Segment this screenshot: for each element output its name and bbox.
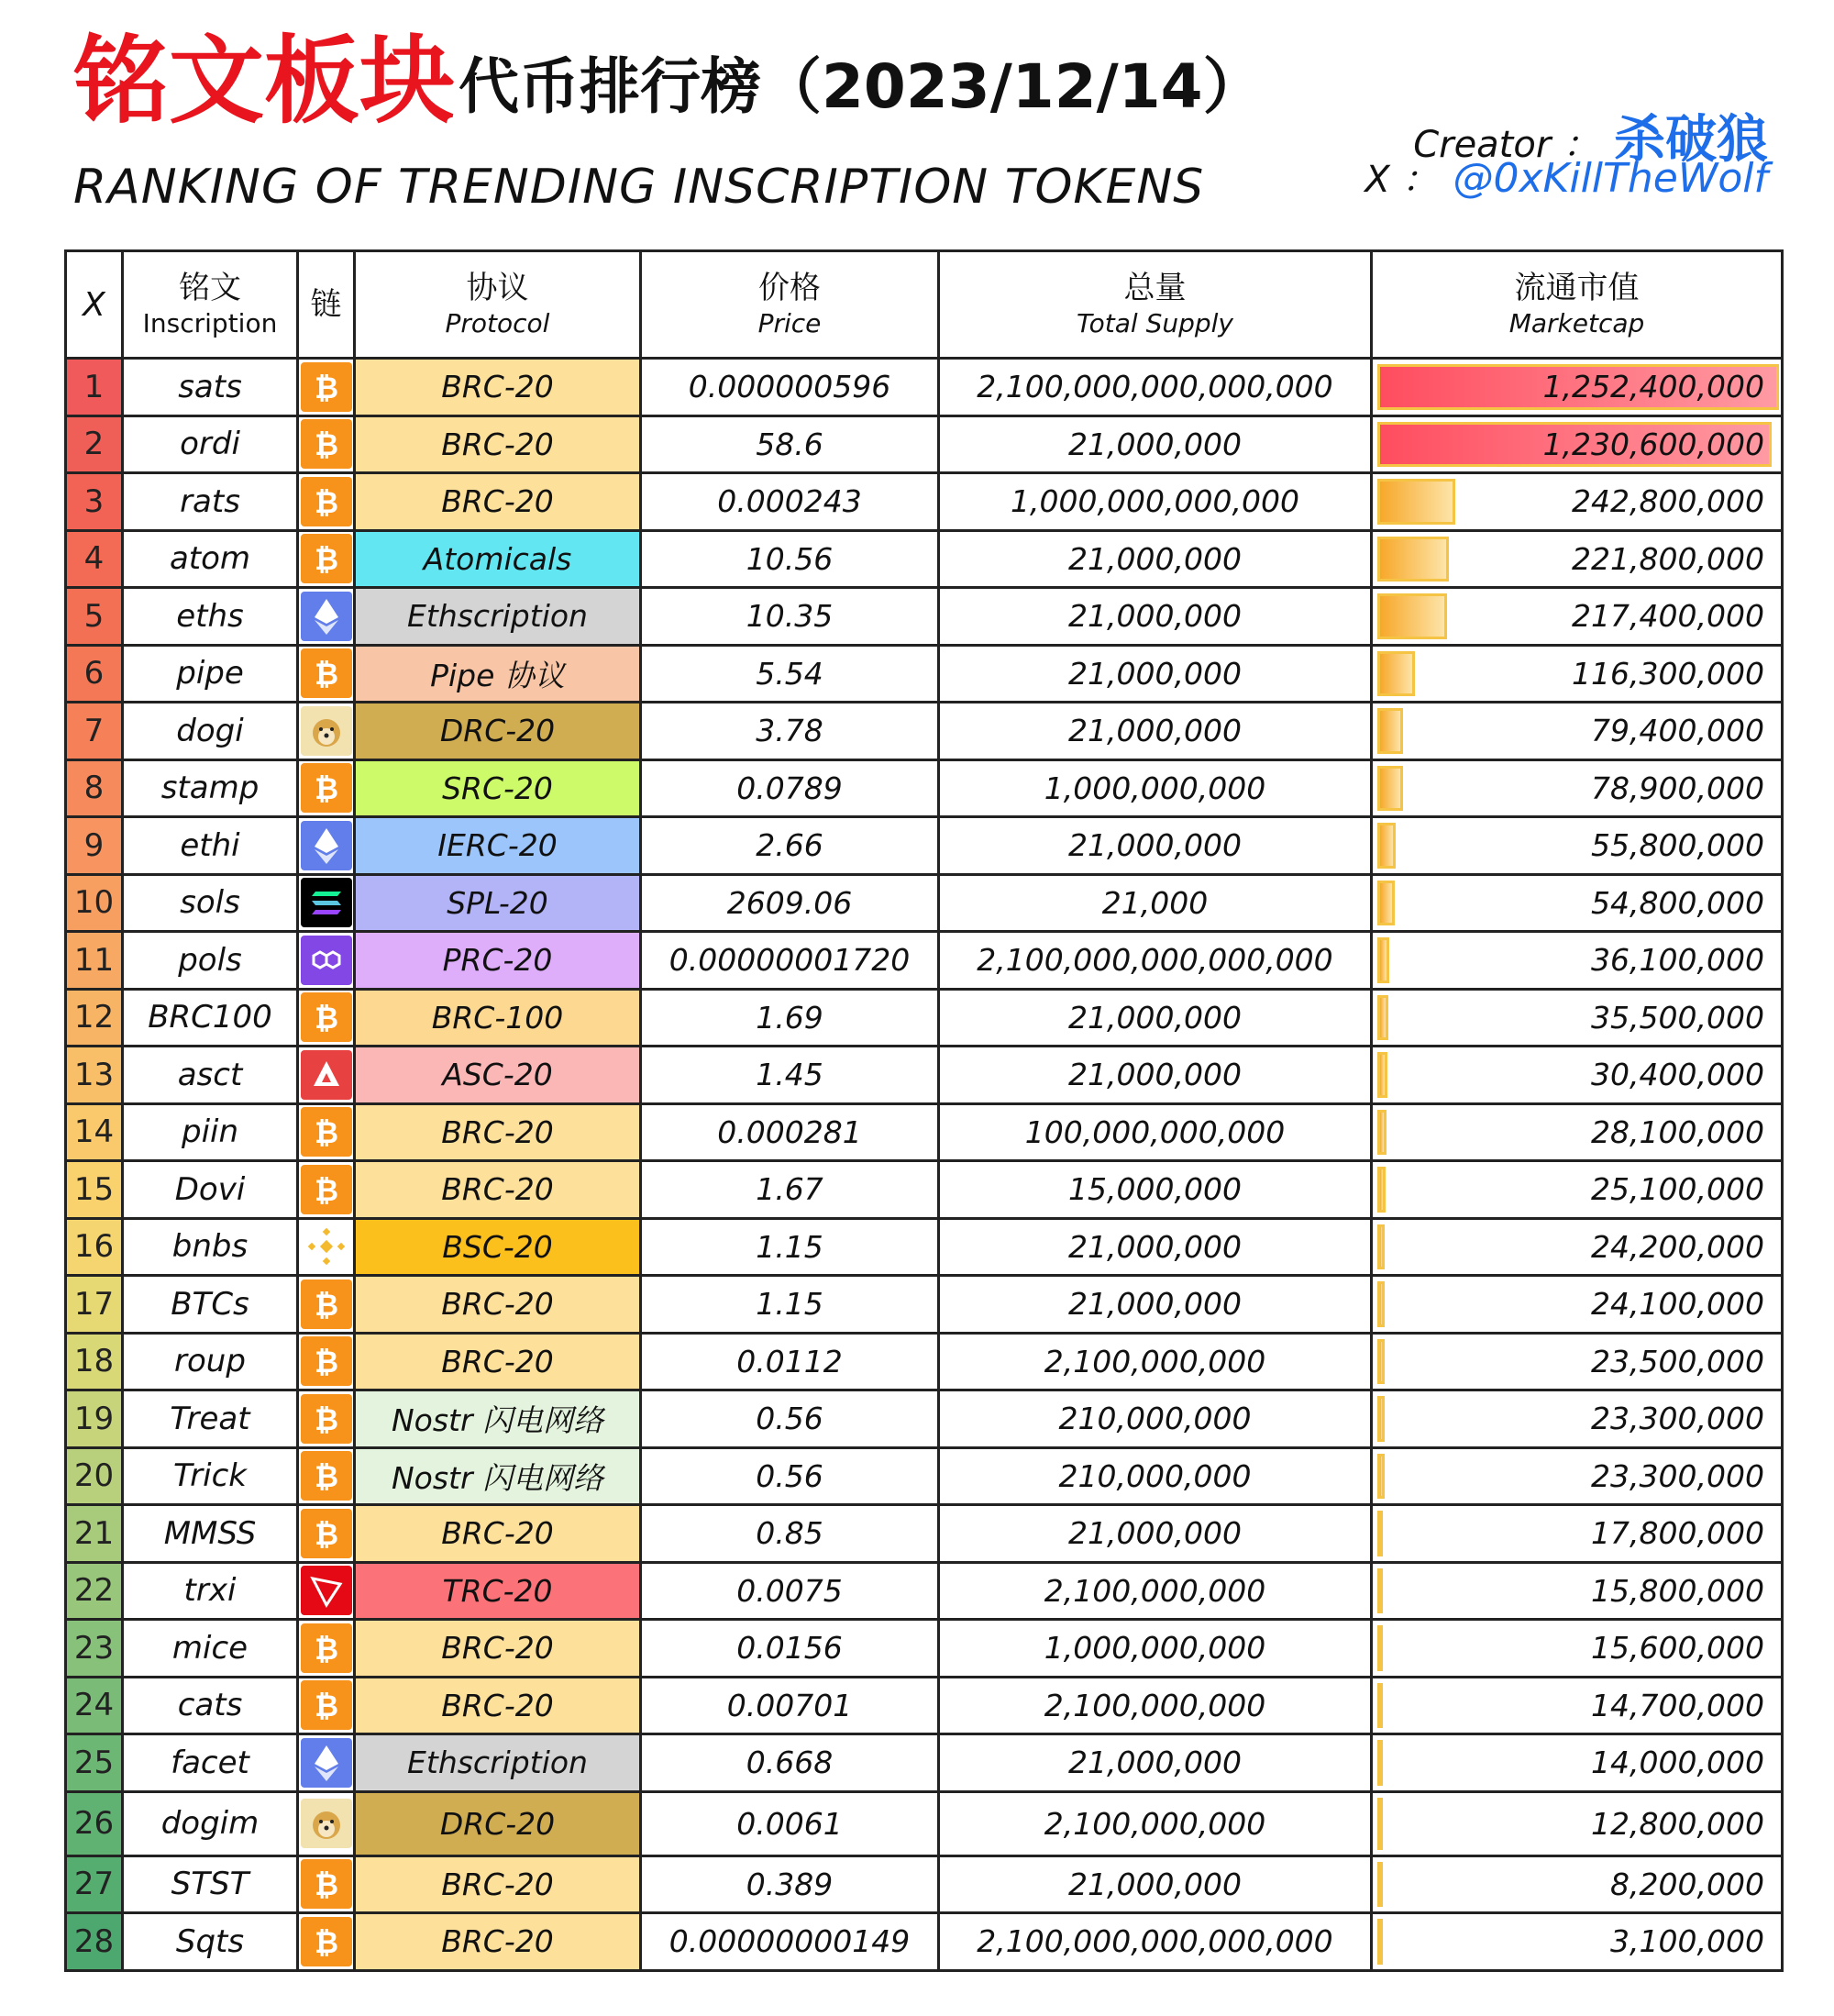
table-row xyxy=(66,1103,1783,1161)
rank-cell: 10 xyxy=(66,874,123,932)
price-cell: 58.6 xyxy=(641,415,939,473)
supply-cell: 21,000,000 xyxy=(939,989,1372,1047)
rank-cell: 21 xyxy=(66,1505,123,1563)
bitcoin-icon xyxy=(301,1859,352,1909)
rank-cell: 12 xyxy=(66,989,123,1047)
svg-text:₿: ₿ xyxy=(314,1401,338,1437)
ethereum-icon xyxy=(301,821,352,870)
chain-cell xyxy=(298,817,355,875)
table-row xyxy=(66,415,1783,473)
bitcoin-icon xyxy=(301,1623,352,1673)
solana-icon xyxy=(301,878,352,927)
chain-cell xyxy=(298,1161,355,1219)
avalanche-icon xyxy=(301,1050,352,1100)
svg-text:₿: ₿ xyxy=(314,1345,338,1380)
token-cell: asct xyxy=(123,1047,298,1104)
marketcap-cell: 116,300,000 xyxy=(1372,645,1783,703)
chain-cell xyxy=(298,530,355,588)
page-title-zh: 铭文板块 xyxy=(73,25,456,137)
table-row xyxy=(66,1620,1783,1678)
supply-cell: 2,100,000,000 xyxy=(939,1791,1372,1855)
svg-text:₿: ₿ xyxy=(314,427,338,463)
ethereum-icon xyxy=(301,592,352,641)
svg-text:₿: ₿ xyxy=(314,1001,338,1036)
chain-cell xyxy=(298,932,355,990)
supply-cell: 21,000,000 xyxy=(939,1218,1372,1276)
price-cell: 1.15 xyxy=(641,1276,939,1334)
creator-name: 杀破狼 xyxy=(1614,110,1768,170)
marketcap-cell: 221,800,000 xyxy=(1372,530,1783,588)
supply-cell: 21,000,000 xyxy=(939,588,1372,646)
rank-cell: 17 xyxy=(66,1276,123,1334)
price-cell: 0.0789 xyxy=(641,759,939,817)
rank-cell: 24 xyxy=(66,1677,123,1734)
protocol-cell: ASC-20 xyxy=(355,1047,641,1104)
rank-cell: 18 xyxy=(66,1333,123,1390)
marketcap-cell: 30,400,000 xyxy=(1372,1047,1783,1104)
marketcap-cell: 24,200,000 xyxy=(1372,1218,1783,1276)
table-row xyxy=(66,1333,1783,1390)
price-cell: 0.00000000149 xyxy=(641,1913,939,1971)
price-cell: 5.54 xyxy=(641,645,939,703)
chain-cell xyxy=(298,415,355,473)
token-cell: dogim xyxy=(123,1791,298,1855)
price-cell: 0.668 xyxy=(641,1734,939,1792)
bitcoin-icon xyxy=(301,419,352,469)
protocol-cell: BSC-20 xyxy=(355,1218,641,1276)
marketcap-cell: 217,400,000 xyxy=(1372,588,1783,646)
supply-cell: 21,000,000 xyxy=(939,1734,1372,1792)
price-cell: 1.15 xyxy=(641,1218,939,1276)
chain-cell xyxy=(298,1390,355,1448)
chain-cell xyxy=(298,1913,355,1971)
protocol-cell: SPL-20 xyxy=(355,874,641,932)
rank-cell: 25 xyxy=(66,1734,123,1792)
table-row xyxy=(66,588,1783,646)
supply-cell: 21,000,000 xyxy=(939,1047,1372,1104)
marketcap-cell: 54,800,000 xyxy=(1372,874,1783,932)
ranking-table xyxy=(64,249,1784,1972)
table-row xyxy=(66,359,1783,416)
chain-cell xyxy=(298,359,355,416)
price-cell: 10.56 xyxy=(641,530,939,588)
doge-icon xyxy=(301,706,352,756)
supply-cell: 21,000 xyxy=(939,874,1372,932)
svg-text:₿: ₿ xyxy=(314,1459,338,1495)
bitcoin-icon xyxy=(301,1917,352,1966)
bitcoin-icon xyxy=(301,1107,352,1157)
protocol-cell: DRC-20 xyxy=(355,703,641,760)
bitcoin-icon xyxy=(301,1336,352,1386)
col-header-inscription: 铭文 Inscription xyxy=(123,251,298,359)
chain-cell xyxy=(298,588,355,646)
protocol-cell: BRC-20 xyxy=(355,1333,641,1390)
price-cell: 0.000281 xyxy=(641,1103,939,1161)
token-cell: rats xyxy=(123,473,298,531)
token-cell: cats xyxy=(123,1677,298,1734)
protocol-cell: BRC-20 xyxy=(355,1161,641,1219)
table-row xyxy=(66,1791,1783,1855)
supply-cell: 21,000,000 xyxy=(939,817,1372,875)
protocol-cell: PRC-20 xyxy=(355,932,641,990)
protocol-cell: BRC-20 xyxy=(355,473,641,531)
token-cell: mice xyxy=(123,1620,298,1678)
chain-cell xyxy=(298,703,355,760)
marketcap-cell: 1,252,400,000 xyxy=(1372,359,1783,416)
ethereum-icon xyxy=(301,1738,352,1788)
table-row xyxy=(66,1734,1783,1792)
chain-cell xyxy=(298,1103,355,1161)
protocol-cell: SRC-20 xyxy=(355,759,641,817)
table-row xyxy=(66,1218,1783,1276)
price-cell: 1.45 xyxy=(641,1047,939,1104)
marketcap-cell: 17,800,000 xyxy=(1372,1505,1783,1563)
price-cell: 0.0156 xyxy=(641,1620,939,1678)
rank-cell: 13 xyxy=(66,1047,123,1104)
protocol-cell: BRC-20 xyxy=(355,1855,641,1913)
marketcap-cell: 78,900,000 xyxy=(1372,759,1783,817)
price-cell: 10.35 xyxy=(641,588,939,646)
token-cell: stamp xyxy=(123,759,298,817)
token-cell: piin xyxy=(123,1103,298,1161)
x-label: X ： xyxy=(1364,159,1439,201)
table-row xyxy=(66,1276,1783,1334)
rank-cell: 20 xyxy=(66,1447,123,1505)
protocol-cell: BRC-20 xyxy=(355,415,641,473)
rank-cell: 19 xyxy=(66,1390,123,1448)
token-cell: pipe xyxy=(123,645,298,703)
svg-text:₿: ₿ xyxy=(314,1631,338,1667)
protocol-cell: IERC-20 xyxy=(355,817,641,875)
marketcap-cell: 15,800,000 xyxy=(1372,1562,1783,1620)
rank-cell: 8 xyxy=(66,759,123,817)
token-cell: Treat xyxy=(123,1390,298,1448)
rank-cell: 7 xyxy=(66,703,123,760)
protocol-cell: DRC-20 xyxy=(355,1791,641,1855)
page-subtitle-zh: 代币排行榜（2023/12/14） xyxy=(458,51,1264,122)
supply-cell: 210,000,000 xyxy=(939,1390,1372,1448)
token-cell: trxi xyxy=(123,1562,298,1620)
rank-cell: 11 xyxy=(66,932,123,990)
marketcap-cell: 242,800,000 xyxy=(1372,473,1783,531)
table-row xyxy=(66,1677,1783,1734)
token-cell: ordi xyxy=(123,415,298,473)
svg-text:₿: ₿ xyxy=(314,771,338,807)
svg-text:₿: ₿ xyxy=(314,370,338,405)
supply-cell: 21,000,000 xyxy=(939,1855,1372,1913)
price-cell: 0.0112 xyxy=(641,1333,939,1390)
supply-cell: 21,000,000 xyxy=(939,1276,1372,1334)
table-row xyxy=(66,703,1783,760)
table-header-row xyxy=(66,251,1783,359)
table-row xyxy=(66,932,1783,990)
marketcap-cell: 15,600,000 xyxy=(1372,1620,1783,1678)
supply-cell: 2,100,000,000 xyxy=(939,1333,1372,1390)
table-row xyxy=(66,1855,1783,1913)
table-row xyxy=(66,817,1783,875)
marketcap-cell: 3,100,000 xyxy=(1372,1913,1783,1971)
supply-cell: 1,000,000,000 xyxy=(939,1620,1372,1678)
token-cell: Sqts xyxy=(123,1913,298,1971)
svg-text:₿: ₿ xyxy=(314,1867,338,1903)
svg-text:₿: ₿ xyxy=(314,1689,338,1724)
marketcap-cell: 24,100,000 xyxy=(1372,1276,1783,1334)
token-cell: Trick xyxy=(123,1447,298,1505)
table-row xyxy=(66,1913,1783,1971)
creator-label: Creator ： xyxy=(1413,124,1599,166)
chain-cell xyxy=(298,1218,355,1276)
price-cell: 2609.06 xyxy=(641,874,939,932)
supply-cell: 1,000,000,000,000 xyxy=(939,473,1372,531)
price-cell: 0.00000001720 xyxy=(641,932,939,990)
bitcoin-icon xyxy=(301,477,352,526)
rank-cell: 9 xyxy=(66,817,123,875)
bitcoin-icon xyxy=(301,1165,352,1214)
rank-cell: 28 xyxy=(66,1913,123,1971)
svg-text:₿: ₿ xyxy=(314,1115,338,1151)
svg-text:₿: ₿ xyxy=(314,1516,338,1552)
price-cell: 1.67 xyxy=(641,1161,939,1219)
chain-cell xyxy=(298,1505,355,1563)
table-row xyxy=(66,1161,1783,1219)
marketcap-cell: 14,000,000 xyxy=(1372,1734,1783,1792)
chain-cell xyxy=(298,473,355,531)
bitcoin-icon xyxy=(301,992,352,1042)
token-cell: BRC100 xyxy=(123,989,298,1047)
supply-cell: 210,000,000 xyxy=(939,1447,1372,1505)
marketcap-cell: 12,800,000 xyxy=(1372,1791,1783,1855)
price-cell: 2.66 xyxy=(641,817,939,875)
rank-cell: 1 xyxy=(66,359,123,416)
table-row xyxy=(66,1047,1783,1104)
token-cell: STST xyxy=(123,1855,298,1913)
chain-cell xyxy=(298,1620,355,1678)
token-cell: sats xyxy=(123,359,298,416)
svg-text:₿: ₿ xyxy=(314,1172,338,1208)
rank-cell: 3 xyxy=(66,473,123,531)
chain-cell xyxy=(298,645,355,703)
token-cell: Dovi xyxy=(123,1161,298,1219)
svg-text:₿: ₿ xyxy=(314,1924,338,1960)
rank-cell: 22 xyxy=(66,1562,123,1620)
bitcoin-icon xyxy=(301,534,352,583)
protocol-cell: Nostr 闪电网络 xyxy=(355,1390,641,1448)
table-row xyxy=(66,1562,1783,1620)
table-row xyxy=(66,1447,1783,1505)
price-cell: 1.69 xyxy=(641,989,939,1047)
protocol-cell: BRC-20 xyxy=(355,1505,641,1563)
table-row xyxy=(66,874,1783,932)
col-header-marketcap: 流通市值 Marketcap xyxy=(1372,251,1783,359)
rank-cell: 27 xyxy=(66,1855,123,1913)
supply-cell: 2,100,000,000 xyxy=(939,1562,1372,1620)
protocol-cell: Atomicals xyxy=(355,530,641,588)
table-row xyxy=(66,759,1783,817)
rank-cell: 5 xyxy=(66,588,123,646)
supply-cell: 2,100,000,000,000,000 xyxy=(939,1913,1372,1971)
table-row xyxy=(66,1390,1783,1448)
svg-text:₿: ₿ xyxy=(314,657,338,692)
table-row xyxy=(66,989,1783,1047)
table-row xyxy=(66,530,1783,588)
doge-icon xyxy=(301,1799,352,1848)
token-cell: sols xyxy=(123,874,298,932)
marketcap-cell: 36,100,000 xyxy=(1372,932,1783,990)
price-cell: 0.85 xyxy=(641,1505,939,1563)
protocol-cell: BRC-20 xyxy=(355,1276,641,1334)
chain-cell xyxy=(298,1562,355,1620)
price-cell: 0.0061 xyxy=(641,1791,939,1855)
token-cell: eths xyxy=(123,588,298,646)
col-header-supply: 总量 Total Supply xyxy=(939,251,1372,359)
chain-cell xyxy=(298,759,355,817)
chain-cell xyxy=(298,1855,355,1913)
price-cell: 0.00701 xyxy=(641,1677,939,1734)
supply-cell: 2,100,000,000 xyxy=(939,1677,1372,1734)
price-cell: 0.0075 xyxy=(641,1562,939,1620)
supply-cell: 2,100,000,000,000,000 xyxy=(939,359,1372,416)
token-cell: bnbs xyxy=(123,1218,298,1276)
chain-cell xyxy=(298,1447,355,1505)
rank-cell: 6 xyxy=(66,645,123,703)
protocol-cell: BRC-20 xyxy=(355,1620,641,1678)
table-row xyxy=(66,473,1783,531)
rank-cell: 4 xyxy=(66,530,123,588)
price-cell: 0.389 xyxy=(641,1855,939,1913)
col-header-chain: 链 xyxy=(298,251,355,359)
polygon-icon xyxy=(301,936,352,985)
supply-cell: 100,000,000,000 xyxy=(939,1103,1372,1161)
table-row xyxy=(66,645,1783,703)
marketcap-cell: 14,700,000 xyxy=(1372,1677,1783,1734)
marketcap-cell: 55,800,000 xyxy=(1372,817,1783,875)
marketcap-cell: 25,100,000 xyxy=(1372,1161,1783,1219)
protocol-cell: Pipe 协议 xyxy=(355,645,641,703)
rank-cell: 2 xyxy=(66,415,123,473)
bitcoin-icon xyxy=(301,1509,352,1558)
marketcap-cell: 35,500,000 xyxy=(1372,989,1783,1047)
price-cell: 0.000000596 xyxy=(641,359,939,416)
bitcoin-icon xyxy=(301,648,352,698)
token-cell: facet xyxy=(123,1734,298,1792)
bitcoin-icon xyxy=(301,1394,352,1444)
supply-cell: 21,000,000 xyxy=(939,1505,1372,1563)
marketcap-cell: 23,300,000 xyxy=(1372,1447,1783,1505)
token-cell: roup xyxy=(123,1333,298,1390)
chain-cell xyxy=(298,1276,355,1334)
bitcoin-icon xyxy=(301,763,352,813)
rank-cell: 14 xyxy=(66,1103,123,1161)
table-row xyxy=(66,1505,1783,1563)
marketcap-cell: 1,230,600,000 xyxy=(1372,415,1783,473)
rank-cell: 15 xyxy=(66,1161,123,1219)
protocol-cell: BRC-20 xyxy=(355,359,641,416)
protocol-cell: Ethscription xyxy=(355,588,641,646)
marketcap-cell: 23,300,000 xyxy=(1372,1390,1783,1448)
bitcoin-icon xyxy=(301,1680,352,1730)
supply-cell: 21,000,000 xyxy=(939,530,1372,588)
page-title-en: RANKING OF TRENDING INSCRIPTION TOKENS xyxy=(73,160,1205,215)
svg-text:₿: ₿ xyxy=(314,1287,338,1323)
chain-cell xyxy=(298,1677,355,1734)
marketcap-cell: 8,200,000 xyxy=(1372,1855,1783,1913)
rank-cell: 23 xyxy=(66,1620,123,1678)
protocol-cell: Nostr 闪电网络 xyxy=(355,1447,641,1505)
bitcoin-icon xyxy=(301,1451,352,1501)
svg-text:₿: ₿ xyxy=(314,542,338,578)
protocol-cell: BRC-20 xyxy=(355,1677,641,1734)
creator-block xyxy=(1364,99,1768,202)
chain-cell xyxy=(298,1734,355,1792)
supply-cell: 21,000,000 xyxy=(939,645,1372,703)
supply-cell: 15,000,000 xyxy=(939,1161,1372,1219)
marketcap-cell: 79,400,000 xyxy=(1372,703,1783,760)
rank-cell: 16 xyxy=(66,1218,123,1276)
bitcoin-icon xyxy=(301,1279,352,1329)
marketcap-cell: 23,500,000 xyxy=(1372,1333,1783,1390)
chain-cell xyxy=(298,874,355,932)
token-cell: ethi xyxy=(123,817,298,875)
token-cell: MMSS xyxy=(123,1505,298,1563)
bnb-icon xyxy=(301,1222,352,1271)
protocol-cell: BRC-100 xyxy=(355,989,641,1047)
svg-text:₿: ₿ xyxy=(314,484,338,520)
token-cell: dogi xyxy=(123,703,298,760)
col-header-rank: X xyxy=(66,251,123,359)
price-cell: 3.78 xyxy=(641,703,939,760)
price-cell: 0.56 xyxy=(641,1390,939,1448)
protocol-cell: Ethscription xyxy=(355,1734,641,1792)
supply-cell: 1,000,000,000 xyxy=(939,759,1372,817)
chain-cell xyxy=(298,989,355,1047)
supply-cell: 21,000,000 xyxy=(939,703,1372,760)
chain-cell xyxy=(298,1047,355,1104)
protocol-cell: BRC-20 xyxy=(355,1103,641,1161)
chain-cell xyxy=(298,1791,355,1855)
supply-cell: 21,000,000 xyxy=(939,415,1372,473)
price-cell: 0.000243 xyxy=(641,473,939,531)
col-header-price: 价格 Price xyxy=(641,251,939,359)
tron-icon xyxy=(301,1566,352,1615)
chain-cell xyxy=(298,1333,355,1390)
marketcap-cell: 28,100,000 xyxy=(1372,1103,1783,1161)
rank-cell: 26 xyxy=(66,1791,123,1855)
protocol-cell: BRC-20 xyxy=(355,1913,641,1971)
token-cell: BTCs xyxy=(123,1276,298,1334)
protocol-cell: TRC-20 xyxy=(355,1562,641,1620)
bitcoin-icon xyxy=(301,362,352,412)
token-cell: pols xyxy=(123,932,298,990)
token-cell: atom xyxy=(123,530,298,588)
x-handle-link[interactable]: @0xKillTheWolf xyxy=(1453,155,1768,202)
price-cell: 0.56 xyxy=(641,1447,939,1505)
col-header-protocol: 协议 Protocol xyxy=(355,251,641,359)
supply-cell: 2,100,000,000,000,000 xyxy=(939,932,1372,990)
